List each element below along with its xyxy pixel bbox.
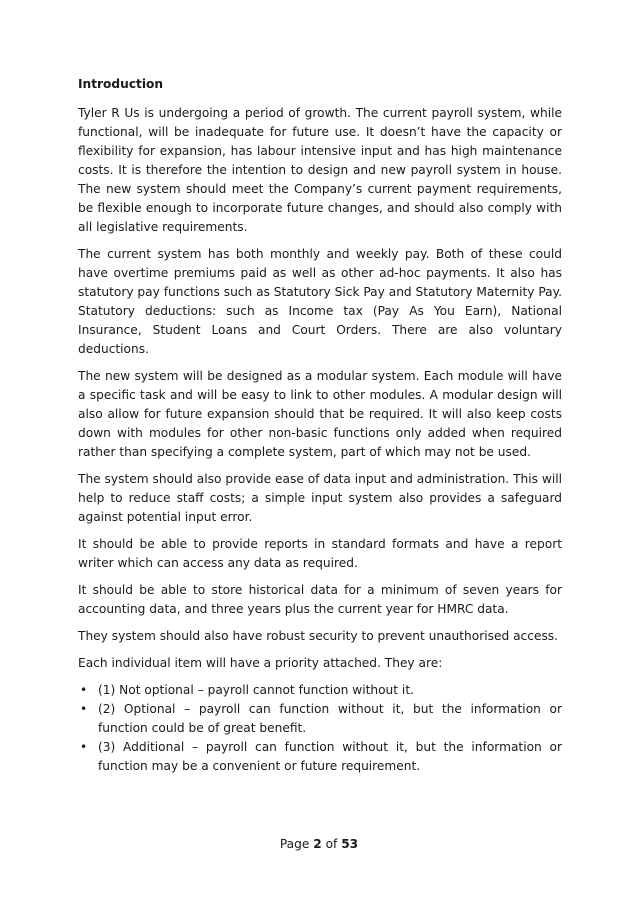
bullet-icon: • (80, 702, 88, 716)
paragraph-security: They system should also have robust security to prevent unauthorised access. (78, 629, 559, 643)
paragraph-priority-intro: Each individual item will have a priority attached. They are: (78, 656, 443, 670)
page-footer (0, 836, 638, 852)
current-page-number: 2 (313, 837, 322, 851)
paragraph-growth: Tyler R Us is undergoing a period of growth. The current payroll system, while functional, will be inadequate for future use. It doesn’t have the capacity or flexibility for expansion, has labour intensive input and has high maintenance costs. It is therefore the intention to design and new payroll system in house. The new system should meet the Company’s current payment requirements, be flexible enough to incorporate future changes, and should also comply with all legislative requirements. (78, 106, 562, 234)
list-item (78, 738, 562, 776)
paragraph-data-input: The system should also provide ease of data input and administration. This will help to reduce staff costs; a simple input system also provides a safeguard against potential input error. (78, 472, 562, 524)
bullet-icon: • (80, 683, 88, 697)
page-word: Page (279, 837, 310, 851)
bullet-icon: • (80, 740, 88, 754)
section-heading: Introduction (78, 77, 164, 91)
document-page (78, 76, 562, 776)
priority-text: (2) Optional – payroll can function without it, but the information or function could be of great benefit. (98, 702, 562, 735)
priority-text: (3) Additional – payroll can function without it, but the information or function may be a convenient or future requirement. (98, 740, 562, 773)
paragraph-historical-data: It should be able to store historical data for a minimum of seven years for accounting data, and three years plus the current year for HMRC data. (78, 583, 562, 616)
paragraph-reports: It should be able to provide reports in standard formats and have a report writer which can access any data as required. (78, 537, 562, 570)
of-word: of (325, 837, 338, 851)
priority-list (78, 681, 562, 776)
list-item (78, 681, 562, 700)
paragraph-modular-design: The new system will be designed as a modular system. Each module will have a specific task and will be easy to link to other modules. A modular design will also allow for future expansion should that be required. It will also keep costs down with modules for other non-basic functions only added when required rather than specifying a complete system, part of which may not be used. (78, 369, 562, 459)
total-pages-number: 53 (341, 837, 359, 851)
paragraph-current-system: The current system has both monthly and weekly pay. Both of these could have overtime premiums paid as well as other ad-hoc payments. It also has statutory pay functions such as Statutory Sick Pay and Statutory Maternity Pay. Statutory deductions: such as Income tax (Pay As You Earn), National Insurance, Student Loans and Court Orders. There are also voluntary deductions. (78, 247, 562, 356)
priority-text: (1) Not optional – payroll cannot function without it. (98, 683, 414, 697)
list-item (78, 700, 562, 738)
